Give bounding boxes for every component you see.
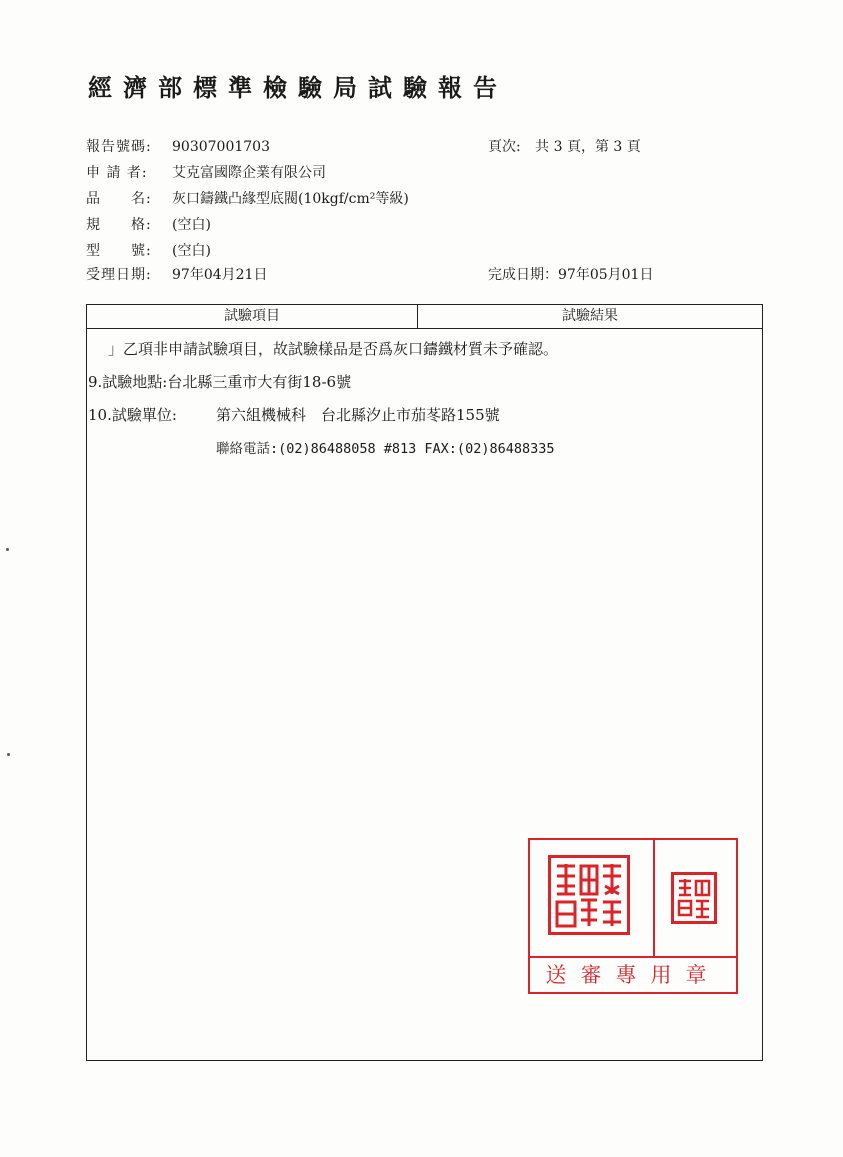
spec-value: (空白) [172, 217, 211, 233]
applicant-label: 申 請 者: [86, 165, 148, 181]
applicant-value: 艾克富國際企業有限公司 [172, 165, 326, 181]
product-label: 品 名: [86, 191, 152, 207]
received-date-row [86, 264, 267, 284]
remark-line: 」乙項非申請試驗項目，故試驗樣品是否爲灰口鑄鐵材質未予確認。 [108, 340, 559, 358]
report-number-row [86, 136, 270, 156]
column-header-test-item: 試驗項目 [87, 305, 418, 328]
test-unit-label: 10.試驗單位: [88, 406, 177, 424]
applicant-row [86, 162, 326, 182]
report-number-label: 報告號碼: [86, 139, 152, 155]
page-value: 共 3 頁，第 3 頁 [535, 139, 641, 155]
page-label: 頁次: [488, 139, 521, 155]
model-row [86, 240, 211, 260]
product-value: 灰口鑄鐵凸緣型底閥(10kgf/cm²等級) [172, 191, 409, 207]
product-row [86, 188, 409, 208]
representative-seal [671, 872, 717, 924]
stamp-caption: 送審專用章 [545, 963, 721, 987]
representative-seal-glyphs [674, 875, 714, 921]
report-number: 90307001703 [172, 139, 270, 155]
stamp-divider-vertical [653, 840, 655, 956]
model-label: 型 號: [86, 243, 152, 259]
test-location-line: 9.試驗地點:台北縣三重市大有街18-6號 [88, 373, 352, 391]
report-title: 經濟部標準檢驗局試驗報告 [88, 73, 508, 102]
spec-label: 規 格: [86, 217, 152, 233]
column-header-test-result: 試驗結果 [562, 308, 618, 324]
received-date-label: 受理日期: [86, 267, 152, 283]
completed-date-row [488, 264, 653, 284]
contact-line: 聯絡電話:(02)86488058 #813 FAX:(02)86488335 [216, 441, 555, 457]
completed-date-value: 97年05月01日 [558, 267, 654, 283]
test-unit-value: 第六組機械科 台北縣汐止市茄苳路155號 [216, 406, 500, 424]
company-seal [548, 855, 630, 935]
completed-date-label: 完成日期： [488, 267, 558, 283]
received-date-value: 97年04月21日 [172, 267, 268, 283]
page-indicator-row [488, 136, 641, 156]
scan-speck [6, 548, 9, 551]
company-seal-glyphs [551, 858, 627, 932]
model-value: (空白) [172, 243, 211, 259]
spec-row [86, 214, 211, 234]
submission-stamp [528, 838, 738, 994]
scan-speck [7, 753, 10, 756]
results-table-header [87, 305, 762, 329]
